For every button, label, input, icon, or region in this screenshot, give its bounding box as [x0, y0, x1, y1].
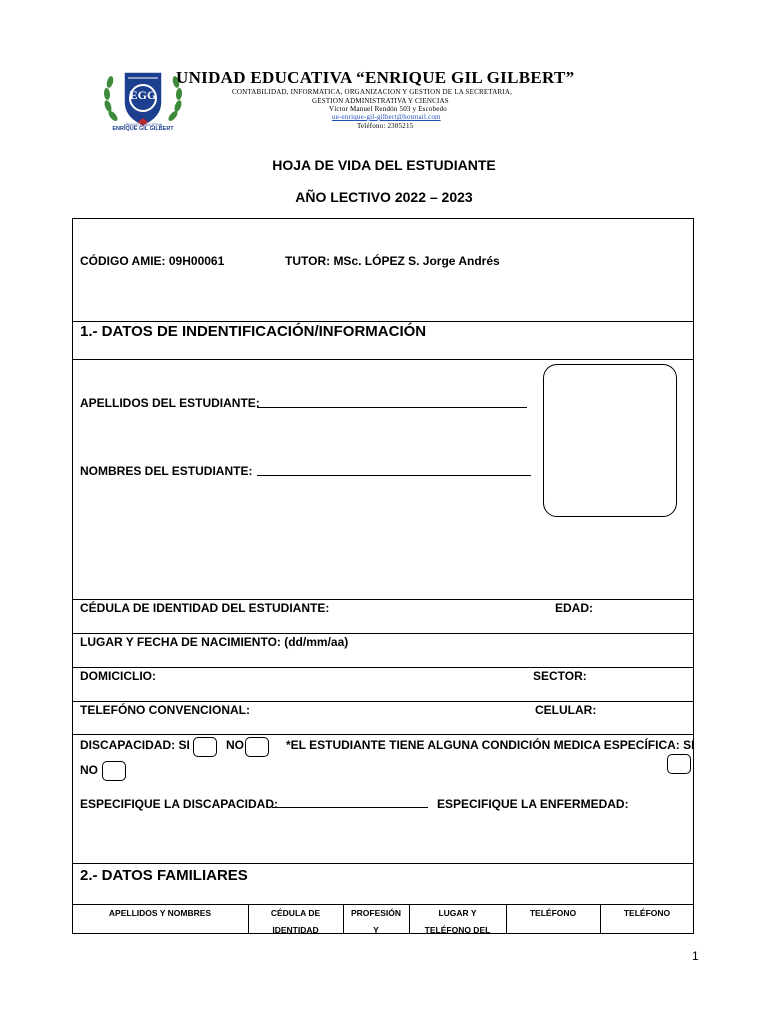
- telefono-label: TELEFÓNO CONVENCIONAL:: [80, 703, 250, 717]
- column-header-profesion: [343, 905, 409, 939]
- column-header-line: CÉDULA DE: [270, 908, 321, 918]
- column-header-telefono: [506, 905, 600, 922]
- nombres-field[interactable]: [257, 465, 531, 476]
- school-logo: [100, 68, 186, 134]
- condicion-no-checkbox[interactable]: [102, 761, 126, 781]
- birth-label: LUGAR Y FECHA DE NACIMIENTO: (dd/mm/aa): [80, 635, 349, 649]
- school-name: UNIDAD EDUCATIVA “ENRIQUE GIL GILBERT”: [176, 68, 575, 87]
- row-divider: [72, 599, 694, 600]
- letterhead-line-1: CONTABILIDAD, INFORMATICA, ORGANIZACION Y GESTION DE LA SECRETARIA,: [232, 88, 513, 96]
- condicion-no-label: NO: [80, 763, 98, 777]
- column-header-line: Y: [373, 925, 379, 935]
- discapacidad-no-checkbox[interactable]: [245, 737, 269, 757]
- column-header-telefono-2: [600, 905, 694, 922]
- row-divider: [72, 633, 694, 634]
- discapacidad-si-checkbox[interactable]: [193, 737, 217, 757]
- section-2-title: 2.- DATOS FAMILIARES: [80, 867, 248, 884]
- row-divider: [72, 359, 694, 360]
- row-divider: [72, 863, 694, 864]
- celular-label: CELULAR:: [535, 703, 597, 717]
- section-1-title: 1.- DATOS DE INDENTIFICACIÓN/INFORMACIÓN: [80, 323, 427, 340]
- letterhead-phone: Teléfono: 2305215: [357, 122, 414, 130]
- tutor-name: TUTOR: MSc. LÓPEZ S. Jorge Andrés: [285, 254, 500, 268]
- domicilio-label: DOMICICLIO:: [80, 669, 156, 683]
- letterhead-email-link[interactable]: ue-enrique-gil-gilbert@hotmail.com: [332, 113, 441, 121]
- column-header-apellidos: [72, 905, 248, 922]
- column-header-line: TELÉFONO: [623, 908, 671, 918]
- column-header-line: TELÉFONO: [529, 908, 577, 918]
- school-year: AÑO LECTIVO 2022 – 2023: [295, 189, 473, 205]
- column-header-cedula: [248, 905, 343, 939]
- nombres-label: NOMBRES DEL ESTUDIANTE:: [80, 464, 253, 478]
- discapacidad-label: DISCAPACIDAD: SI: [80, 738, 190, 752]
- column-header-line: LUGAR Y: [438, 908, 477, 918]
- page-number: 1: [692, 949, 699, 963]
- row-divider: [72, 667, 694, 668]
- especifique-discapacidad-field[interactable]: [272, 797, 428, 808]
- condicion-si-checkbox[interactable]: [667, 754, 691, 774]
- edad-label: EDAD:: [555, 601, 593, 615]
- row-divider: [72, 734, 694, 735]
- column-header-line: IDENTIDAD: [272, 925, 319, 935]
- letterhead-line-2: GESTION ADMINISTRATIVA Y CIENCIAS: [312, 97, 449, 105]
- column-header-lugar: [409, 905, 506, 939]
- row-divider: [72, 701, 694, 702]
- column-header-line: PROFESIÓN: [350, 908, 402, 918]
- logo-caption-1: UNIDAD EDUCATIVA: [123, 122, 163, 127]
- cedula-label: CÉDULA DE IDENTIDAD DEL ESTUDIANTE:: [80, 601, 330, 615]
- row-divider: [72, 321, 694, 322]
- photo-box: [543, 364, 677, 517]
- column-header-line: TELÉFONO DEL: [424, 925, 491, 935]
- apellidos-field[interactable]: [257, 397, 527, 408]
- letterhead-address: Víctor Manuel Rendón 503 y Escobedo: [329, 105, 448, 113]
- document-title: HOJA DE VIDA DEL ESTUDIANTE: [272, 157, 496, 173]
- amie-code: CÓDIGO AMIE: 09H00061: [80, 254, 225, 268]
- logo-initials: EGG: [129, 88, 157, 102]
- discapacidad-no-label: NO: [226, 738, 244, 752]
- condicion-label: *EL ESTUDIANTE TIENE ALGUNA CONDICIÓN MEDICA ESPECÍFICA: SI: [286, 738, 695, 752]
- apellidos-label: APELLIDOS DEL ESTUDIANTE:: [80, 396, 260, 410]
- logo-caption-2: ENRIQUE GIL GILBERT: [112, 126, 174, 132]
- especifique-discapacidad-label: ESPECIFIQUE LA DISCAPACIDAD:: [80, 797, 279, 811]
- especifique-enfermedad-label: ESPECIFIQUE LA ENFERMEDAD:: [437, 797, 629, 811]
- column-header-line: APELLIDOS Y NOMBRES: [108, 908, 212, 918]
- sector-label: SECTOR:: [533, 669, 587, 683]
